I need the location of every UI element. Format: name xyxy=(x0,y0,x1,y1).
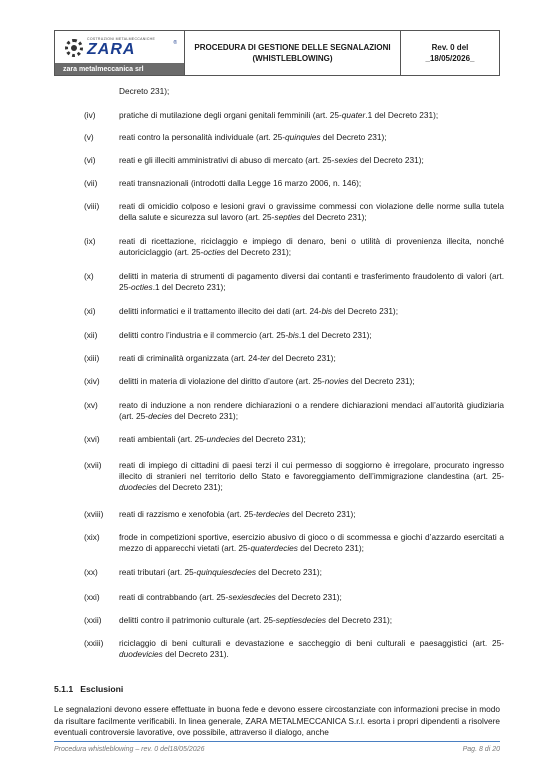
list-item-text: delitti contro l’industria e il commercio (art. 25-bis.1 del Decreto 231); xyxy=(119,330,372,340)
footer-divider xyxy=(54,741,500,742)
article-suffix: quaterdecies xyxy=(250,543,298,553)
list-item-number: (iv) xyxy=(84,110,96,120)
document-title xyxy=(185,31,401,75)
list-item xyxy=(84,434,504,445)
list-item-text: frode in competizioni sportive, esercizio abusivo di gioco o di scommessa e giochi d’azzardo esercitati a mezzo di apparecchi vietati (art. 25-quaterdecies del Decreto 231); xyxy=(119,532,504,553)
list-item-text: delitti contro il patrimonio culturale (art. 25-septiesdecies del Decreto 231); xyxy=(119,615,393,625)
article-suffix: septies xyxy=(274,212,301,222)
list-item xyxy=(84,592,504,603)
article-suffix: quinquiesdecies xyxy=(196,567,256,577)
list-item xyxy=(84,638,504,660)
list-item-number: (xvi) xyxy=(84,434,100,444)
list-item-text: reati di criminalità organizzata (art. 24-ter del Decreto 231); xyxy=(119,353,336,363)
article-suffix: quinquies xyxy=(285,132,321,142)
section-title: Esclusioni xyxy=(80,684,124,694)
article-suffix: bis xyxy=(321,306,333,316)
list-item xyxy=(84,400,504,422)
continuation-text: Decreto 231); xyxy=(119,86,170,96)
list-item-number: (vii) xyxy=(84,178,98,188)
list-item-text: reati contro la personalità individuale (art. 25-quinquies del Decreto 231); xyxy=(119,132,387,142)
list-item xyxy=(84,509,504,520)
document-header xyxy=(54,30,500,76)
company-logo xyxy=(55,31,185,75)
list-item xyxy=(84,567,504,578)
list-item-number: (xvii) xyxy=(84,460,102,470)
article-suffix: quater xyxy=(341,110,366,120)
list-item-text: reati e gli illeciti amministrativi di abuso di mercato (art. 25-sexies del Decreto 231); xyxy=(119,155,424,165)
list-item-text: reati ambientali (art. 25-undecies del Decreto 231); xyxy=(119,434,306,444)
footer-page-number: Pag. 8 di 20 xyxy=(462,746,500,753)
list-item-number: (xv) xyxy=(84,400,98,410)
list-item xyxy=(84,460,504,493)
list-item xyxy=(84,178,504,189)
gear-logo-icon xyxy=(65,39,83,57)
logo-company-band: zara metalmeccanica srl xyxy=(55,63,184,75)
list-item xyxy=(84,330,504,341)
article-suffix: duodecies xyxy=(119,482,157,492)
list-item xyxy=(84,132,504,143)
list-item-text: riciclaggio di beni culturali e devastazione e saccheggio di beni culturali e paesaggistici (art. 25-duodevicies del Decreto 231). xyxy=(119,638,504,659)
list-item-number: (xx) xyxy=(84,567,98,577)
list-item-text: delitti informatici e il trattamento illecito dei dati (art. 24-bis del Decreto 231); xyxy=(119,306,398,316)
section-number: 5.1.1 xyxy=(54,684,74,694)
title-line-1: PROCEDURA DI GESTIONE DELLE SEGNALAZIONI xyxy=(194,43,391,52)
list-item-number: (xiv) xyxy=(84,376,100,386)
list-item-number: (vi) xyxy=(84,155,96,165)
list-item-number: (xix) xyxy=(84,532,100,542)
list-item-number: (xxiii) xyxy=(84,638,104,648)
list-item xyxy=(84,615,504,626)
list-item-text: reato di induzione a non rendere dichiarazioni o a rendere dichiarazioni mendaci all’autorità giudiziaria (art. 25-decies del Decreto 231); xyxy=(119,400,504,421)
list-item-text: reati di ricettazione, riciclaggio e impiego di denaro, beni o utilità di provenienza illecita, nonché autoriciclaggio (art. 25-octies del Decreto 231); xyxy=(119,236,504,257)
list-item-text: pratiche di mutilazione degli organi genitali femminili (art. 25-quater.1 del Decreto 231); xyxy=(119,110,439,120)
list-item-number: (xxi) xyxy=(84,592,100,602)
article-suffix: novies xyxy=(324,376,349,386)
revision-box xyxy=(401,31,499,75)
list-item-number: (xviii) xyxy=(84,509,104,519)
list-item-text: delitti in materia di strumenti di pagamento diversi dai contanti e trasferimento fraudolento di valori (art. 25-octies.1 del Decreto 231); xyxy=(119,271,504,292)
list-item xyxy=(84,376,504,387)
revision-label: Rev. 0 del xyxy=(431,43,469,52)
list-item-text: delitti in materia di violazione del diritto d’autore (art. 25-novies del Decreto 231); xyxy=(119,376,415,386)
article-suffix: septiesdecies xyxy=(275,615,327,625)
list-item xyxy=(84,353,504,364)
list-item-text: reati di impiego di cittadini di paesi terzi il cui permesso di soggiorno è irregolare, procurato ingresso illecito di stranieri nel territorio dello Stato e favoreggiamento dell’immigrazione clandestina (art. 25-duodecies del Decreto 231); xyxy=(119,460,504,492)
article-suffix: terdecies xyxy=(255,509,290,519)
list-item xyxy=(84,155,504,166)
list-item-number: (ix) xyxy=(84,236,96,246)
list-item-number: (xii) xyxy=(84,330,98,340)
list-item-number: (v) xyxy=(84,132,94,142)
list-item-number: (x) xyxy=(84,271,94,281)
registered-mark: ® xyxy=(173,40,177,46)
article-suffix: octies xyxy=(203,247,226,257)
list-item xyxy=(84,201,504,223)
article-suffix: octies xyxy=(131,282,153,292)
list-item xyxy=(84,236,504,258)
article-suffix: duodevicies xyxy=(119,649,163,659)
list-item-text: reati transnazionali (introdotti dalla Legge 16 marzo 2006, n. 146); xyxy=(119,178,362,188)
logo-brand: ZARA xyxy=(87,41,136,58)
list-item-number: (xi) xyxy=(84,306,96,316)
list-item-text: reati tributari (art. 25-quinquiesdecies del Decreto 231); xyxy=(119,567,322,577)
article-suffix: decies xyxy=(148,411,173,421)
article-suffix: undecies xyxy=(206,434,240,444)
list-item-text: reati di razzismo e xenofobia (art. 25-terdecies del Decreto 231); xyxy=(119,509,356,519)
list-item xyxy=(84,532,504,554)
list-item-number: (viii) xyxy=(84,201,100,211)
list-item-number: (xxii) xyxy=(84,615,102,625)
list-item-text: reati di omicidio colposo e lesioni gravi o gravissime commessi con violazione delle norme sulla tutela della salute e sicurezza sul lavoro (art. 25-septies del Decreto 231); xyxy=(119,201,504,222)
article-suffix: sexies xyxy=(334,155,358,165)
section-heading xyxy=(54,684,123,694)
list-item xyxy=(84,271,504,293)
article-suffix: ter xyxy=(260,353,270,363)
article-suffix: bis xyxy=(288,330,299,340)
footer-document-ref: Procedura whistleblowing – rev. 0 del18/05/2026 xyxy=(54,746,205,753)
logo-tagline: COSTRUZIONI METALMECCANICHE xyxy=(87,37,156,41)
body-paragraph: Le segnalazioni devono essere effettuate in buona fede e devono essere circostanziate con informazioni precise in modo da risultare facilmente verificabili. In linea generale, ZARA METALMECCANICA S.r.l. esorta i propri dipendenti a risolvere eventuali controversie lavorative, ove possibile, attraverso il dialogo, anche xyxy=(54,704,500,737)
list-item-text: reati di contrabbando (art. 25-sexiesdecies del Decreto 231); xyxy=(119,592,342,602)
list-item xyxy=(84,110,504,121)
article-suffix: sexiesdecies xyxy=(228,592,276,602)
list-item-number: (xiii) xyxy=(84,353,100,363)
revision-date: _18/05/2026_ xyxy=(425,54,475,63)
title-line-2: (WHISTLEBLOWING) xyxy=(252,54,333,63)
list-item xyxy=(84,306,504,317)
